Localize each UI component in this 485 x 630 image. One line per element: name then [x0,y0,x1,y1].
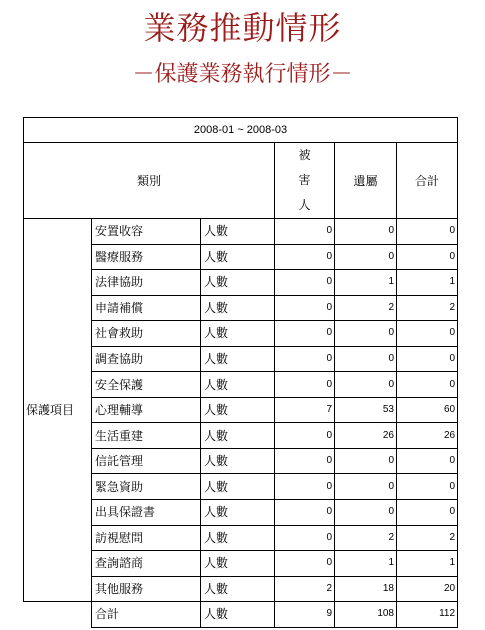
survivor-cell: 0 [335,474,397,500]
group-label: 保護項目 [24,219,92,602]
unit-cell: 人數 [201,602,275,628]
victim-cell: 0 [275,500,335,526]
total-cell: 26 [397,423,458,449]
survivor-cell: 0 [335,321,397,347]
total-cell: 2 [397,295,458,321]
item-cell: 出具保證書 [92,500,201,526]
category-header: 類別 [24,143,275,219]
unit-cell: 人數 [201,270,275,296]
survivor-cell: 0 [335,500,397,526]
item-cell: 安置收容 [92,219,201,245]
survivor-cell: 0 [335,448,397,474]
survivor-cell: 108 [335,602,397,628]
item-cell: 訪視慰問 [92,525,201,551]
item-cell: 心理輔導 [92,397,201,423]
unit-cell: 人數 [201,397,275,423]
unit-cell: 人數 [201,448,275,474]
item-cell: 信託管理 [92,448,201,474]
total-cell: 20 [397,576,458,602]
victim-cell: 2 [275,576,335,602]
survivor-cell: 26 [335,423,397,449]
table-row [24,602,458,628]
unit-cell: 人數 [201,525,275,551]
victim-cell: 7 [275,397,335,423]
date-range: 2008-01 ~ 2008-03 [24,118,458,143]
item-cell: 醫療服務 [92,244,201,270]
victim-cell: 0 [275,321,335,347]
total-cell: 0 [397,372,458,398]
item-cell: 法律協助 [92,270,201,296]
item-cell: 其他服務 [92,576,201,602]
unit-cell: 人數 [201,551,275,577]
survivor-cell: 0 [335,244,397,270]
survivor-cell: 18 [335,576,397,602]
total-header: 合計 [397,143,458,219]
unit-cell: 人數 [201,321,275,347]
unit-cell: 人數 [201,423,275,449]
victim-cell: 9 [275,602,335,628]
survivor-cell: 2 [335,525,397,551]
item-cell: 社會救助 [92,321,201,347]
victim-cell: 0 [275,270,335,296]
total-cell: 0 [397,448,458,474]
item-cell: 查詢諮商 [92,551,201,577]
victim-cell: 0 [275,525,335,551]
victim-cell: 0 [275,295,335,321]
total-cell: 60 [397,397,458,423]
item-cell: 調查協助 [92,346,201,372]
unit-cell: 人數 [201,576,275,602]
total-cell: 1 [397,551,458,577]
table-row [24,219,458,245]
total-cell: 112 [397,602,458,628]
page-subtitle: －保護業務執行情形－ [132,62,353,87]
survivor-cell: 1 [335,270,397,296]
victim-header-text: 被 害 人 [298,148,311,212]
header-row [24,143,458,219]
victim-header [275,143,335,219]
item-cell: 緊急資助 [92,474,201,500]
unit-cell: 人數 [201,219,275,245]
survivor-cell: 2 [335,295,397,321]
empty-cell [24,602,92,628]
victim-cell: 0 [275,244,335,270]
total-cell: 0 [397,321,458,347]
item-cell: 合計 [92,602,201,628]
page-title: 業務推動情形 [143,9,342,47]
victim-cell: 0 [275,423,335,449]
survivor-cell: 0 [335,219,397,245]
total-cell: 0 [397,219,458,245]
total-cell: 2 [397,525,458,551]
unit-cell: 人數 [201,346,275,372]
protection-stats-table [23,117,458,628]
total-cell: 0 [397,244,458,270]
survivor-cell: 1 [335,551,397,577]
victim-cell: 0 [275,219,335,245]
item-cell: 安全保護 [92,372,201,398]
victim-cell: 0 [275,551,335,577]
survivor-cell: 0 [335,372,397,398]
date-range-row [24,118,458,143]
unit-cell: 人數 [201,244,275,270]
survivor-cell: 53 [335,397,397,423]
total-cell: 0 [397,474,458,500]
victim-cell: 0 [275,448,335,474]
survivor-cell: 0 [335,346,397,372]
victim-cell: 0 [275,474,335,500]
unit-cell: 人數 [201,500,275,526]
victim-cell: 0 [275,346,335,372]
total-cell: 0 [397,346,458,372]
victim-cell: 0 [275,372,335,398]
unit-cell: 人數 [201,295,275,321]
unit-cell: 人數 [201,372,275,398]
total-cell: 0 [397,500,458,526]
item-cell: 申請補償 [92,295,201,321]
item-cell: 生活重建 [92,423,201,449]
survivor-header: 遺屬 [335,143,397,219]
total-cell: 1 [397,270,458,296]
unit-cell: 人數 [201,474,275,500]
